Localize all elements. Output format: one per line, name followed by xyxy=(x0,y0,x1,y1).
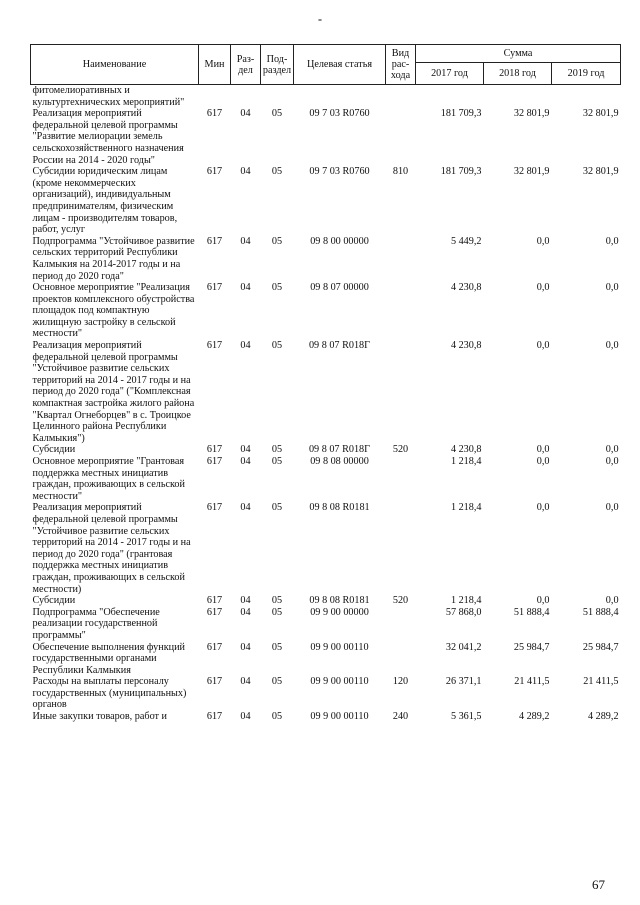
cell-min: 617 xyxy=(206,595,223,607)
cell-2019: 4 289,2 xyxy=(587,711,619,723)
cell-razdel: 04 xyxy=(240,641,251,653)
cell-2019: 32 801,9 xyxy=(582,166,619,178)
cell-target xyxy=(294,85,386,109)
cell-min: 617 xyxy=(206,235,223,247)
cell-2018: 0,0 xyxy=(536,340,550,352)
cell-name: Реализация мероприятий федеральной целевой программы "Устойчивое развитие сельских территорий на 2014 - 2017 годы и на период до 2020 года" ("Комплексная компактная застройка жилого района "Квартал Огнеборцев" в с. Троицкое Целинного района Республики Калмыкия") xyxy=(32,340,195,444)
cell-razdel: 04 xyxy=(240,282,251,294)
cell-target: 09 8 08 00000 xyxy=(310,456,369,467)
cell-2019: 0,0 xyxy=(605,456,619,467)
cell-min: 617 xyxy=(206,456,223,467)
cell-2018: 21 411,5 xyxy=(514,676,550,688)
cell-2017: 4 230,8 xyxy=(450,444,482,456)
cell-razdel: 04 xyxy=(240,166,251,178)
cell-2018: 25 984,7 xyxy=(513,641,550,653)
cell-2019: 0,0 xyxy=(605,282,619,294)
cell-min: 617 xyxy=(206,340,223,352)
cell-2017: 5 449,2 xyxy=(450,235,482,247)
cell-2018: 0,0 xyxy=(536,235,550,247)
cell-target: 09 7 03 R0760 xyxy=(309,166,370,178)
cell-vid: 520 xyxy=(392,444,409,456)
cell-vid xyxy=(386,108,416,166)
cell-target: 09 8 00 00000 xyxy=(310,235,369,247)
cell-podrazdel: 05 xyxy=(271,502,283,514)
cell-vid xyxy=(386,456,416,502)
top-mark: - xyxy=(318,12,322,26)
cell-podrazdel: 05 xyxy=(271,235,283,247)
header-podrazdel: Под-раздел xyxy=(261,45,294,85)
table-row xyxy=(31,642,621,677)
cell-podrazdel: 05 xyxy=(271,676,283,688)
cell-podrazdel: 05 xyxy=(271,456,283,467)
cell-target: 09 8 07 R018Г xyxy=(308,444,371,456)
table-row xyxy=(31,711,621,723)
cell-2018: 0,0 xyxy=(536,444,550,456)
cell-podrazdel: 05 xyxy=(271,711,283,723)
cell-name: Основное мероприятие "Грантовая поддержка местных инициатив граждан, проживающих в сельской местности" xyxy=(32,456,185,502)
cell-razdel xyxy=(231,85,261,109)
cell-podrazdel: 05 xyxy=(271,340,283,352)
cell-2017: 5 361,5 xyxy=(450,711,482,723)
cell-name: Реализация мероприятий федеральной целевой программы "Развитие мелиорации земель сельскохозяйственного назначения России на 2014 - 2020 годы" xyxy=(32,108,184,166)
table-row xyxy=(31,108,621,166)
cell-vid xyxy=(386,642,416,677)
cell-target: 09 9 00 00000 xyxy=(310,606,369,618)
cell-vid xyxy=(386,340,416,444)
header-target: Целевая статья xyxy=(294,45,386,85)
table-row xyxy=(31,340,621,444)
cell-2019: 0,0 xyxy=(605,340,619,352)
cell-target: 09 8 08 R0181 xyxy=(309,595,370,607)
cell-name: фитомелиоративных и культуртехнических мероприятий" xyxy=(32,85,185,108)
cell-name: Субсидии xyxy=(32,444,76,456)
header-sum: Сумма xyxy=(416,45,621,63)
cell-min: 617 xyxy=(206,641,223,653)
table-row xyxy=(31,282,621,340)
cell-podrazdel xyxy=(261,85,294,109)
table-row xyxy=(31,456,621,502)
cell-vid xyxy=(386,502,416,595)
header-year-2019: 2019 год xyxy=(552,63,621,85)
cell-min: 617 xyxy=(206,502,223,514)
cell-podrazdel: 05 xyxy=(271,641,283,653)
cell-2017: 1 218,4 xyxy=(450,595,482,607)
cell-2018: 32 801,9 xyxy=(513,108,550,120)
cell-name: Основное мероприятие "Реализация проектов комплексного обустройства площадок под компактную жилищную застройку в сельской местности" xyxy=(32,282,195,340)
cell-vid xyxy=(386,607,416,642)
cell-2017: 181 709,3 xyxy=(440,108,482,120)
cell-razdel: 04 xyxy=(240,711,251,723)
header-name: Наименование xyxy=(31,45,199,85)
cell-name: Субсидии xyxy=(32,595,76,607)
budget-page xyxy=(30,44,620,723)
cell-2019: 21 411,5 xyxy=(583,676,619,688)
cell-2019: 25 984,7 xyxy=(582,641,619,653)
cell-2018: 51 888,4 xyxy=(513,606,550,618)
cell-2017: 4 230,8 xyxy=(450,340,482,352)
cell-2018: 0,0 xyxy=(536,282,550,294)
cell-target: 09 9 00 00110 xyxy=(310,676,369,688)
table-row xyxy=(31,502,621,595)
cell-vid: 810 xyxy=(392,166,409,178)
cell-razdel: 04 xyxy=(240,595,251,607)
cell-name: Обеспечение выполнения функций государственными органами Республики Калмыкия xyxy=(32,641,185,676)
cell-podrazdel: 05 xyxy=(271,606,283,618)
cell-2018: 0,0 xyxy=(536,595,550,607)
table-row xyxy=(31,676,621,711)
cell-2019: 0,0 xyxy=(605,235,619,247)
cell-2018: 0,0 xyxy=(536,502,550,514)
cell-2017: 1 218,4 xyxy=(450,456,482,467)
cell-target: 09 9 00 00110 xyxy=(310,711,369,723)
header-min: Мин xyxy=(199,45,231,85)
cell-min: 617 xyxy=(206,676,223,688)
cell-vid xyxy=(386,282,416,340)
cell-target: 09 7 03 R0760 xyxy=(309,108,370,120)
cell-2017: 4 230,8 xyxy=(450,282,482,294)
table-row xyxy=(31,166,621,236)
cell-name: Реализация мероприятий федеральной целевой программы "Устойчивое развитие сельских территорий на 2014 - 2017 годы и на период до 2020 года" (грантовая поддержка местных инициатив граждан, проживающих в сельской местности) xyxy=(32,502,191,595)
table-row xyxy=(31,607,621,642)
cell-2017: 26 371,1 xyxy=(445,676,482,688)
cell-2018 xyxy=(484,85,552,109)
cell-2019: 51 888,4 xyxy=(582,606,619,618)
cell-2017: 181 709,3 xyxy=(440,166,482,178)
cell-2019 xyxy=(552,85,621,109)
cell-name: Расходы на выплаты персоналу государственных (муниципальных) органов xyxy=(32,676,187,711)
cell-name: Подпрограмма "Обеспечение реализации государственной программы" xyxy=(32,606,160,641)
budget-table xyxy=(30,44,621,723)
table-header xyxy=(31,45,621,85)
table-row xyxy=(31,85,621,109)
cell-2017: 57 868,0 xyxy=(445,606,482,618)
cell-2017 xyxy=(416,85,484,109)
table-row xyxy=(31,595,621,607)
cell-2019: 0,0 xyxy=(605,595,619,607)
cell-min: 617 xyxy=(206,108,223,120)
cell-razdel: 04 xyxy=(240,235,251,247)
cell-razdel: 04 xyxy=(240,606,251,618)
cell-podrazdel: 05 xyxy=(271,444,283,456)
cell-podrazdel: 05 xyxy=(271,282,283,294)
cell-target: 09 8 07 R018Г xyxy=(308,340,371,352)
cell-razdel: 04 xyxy=(240,502,251,514)
page-number: 67 xyxy=(592,877,605,892)
table-row xyxy=(31,444,621,456)
cell-podrazdel: 05 xyxy=(271,108,283,120)
cell-2017: 1 218,4 xyxy=(450,502,482,514)
cell-vid xyxy=(386,85,416,109)
cell-podrazdel: 05 xyxy=(271,595,283,607)
cell-vid: 240 xyxy=(392,711,409,723)
cell-2019: 32 801,9 xyxy=(582,108,619,120)
cell-razdel: 04 xyxy=(240,456,251,467)
cell-name: Иные закупки товаров, работ и xyxy=(32,711,167,723)
cell-2018: 32 801,9 xyxy=(513,166,550,178)
cell-name: Подпрограмма "Устойчивое развитие сельских территорий Республики Калмыкия на 2014-2017 годы и на период до 2020 года" xyxy=(32,235,195,282)
cell-2018: 0,0 xyxy=(536,456,550,467)
header-year-2018: 2018 год xyxy=(484,63,552,85)
cell-min: 617 xyxy=(206,444,223,456)
cell-2017: 32 041,2 xyxy=(445,641,482,653)
cell-target: 09 9 00 00110 xyxy=(310,641,369,653)
cell-podrazdel: 05 xyxy=(271,166,283,178)
cell-min: 617 xyxy=(206,166,223,178)
header-vid: Вид рас-хода xyxy=(386,45,416,85)
cell-2019: 0,0 xyxy=(605,444,619,456)
table-row xyxy=(31,236,621,282)
table-body xyxy=(31,85,621,723)
cell-min: 617 xyxy=(206,282,223,294)
cell-target: 09 8 08 R0181 xyxy=(309,502,370,514)
cell-2018: 4 289,2 xyxy=(518,711,550,723)
cell-min: 617 xyxy=(206,711,223,723)
cell-target: 09 8 07 00000 xyxy=(310,282,369,294)
cell-2019: 0,0 xyxy=(605,502,619,514)
cell-min xyxy=(199,85,231,109)
cell-vid xyxy=(386,236,416,282)
cell-razdel: 04 xyxy=(240,444,251,456)
cell-vid: 520 xyxy=(392,595,409,607)
cell-razdel: 04 xyxy=(240,340,251,352)
cell-name: Субсидии юридическим лицам (кроме некоммерческих организаций), индивидуальным предпринимателям, физическим лицам - производителям товаров, работ, услуг xyxy=(32,166,178,236)
cell-vid: 120 xyxy=(392,676,409,688)
header-razdel: Раз-дел xyxy=(231,45,261,85)
cell-min: 617 xyxy=(206,606,223,618)
header-year-2017: 2017 год xyxy=(416,63,484,85)
cell-razdel: 04 xyxy=(240,108,251,120)
cell-razdel: 04 xyxy=(240,676,251,688)
